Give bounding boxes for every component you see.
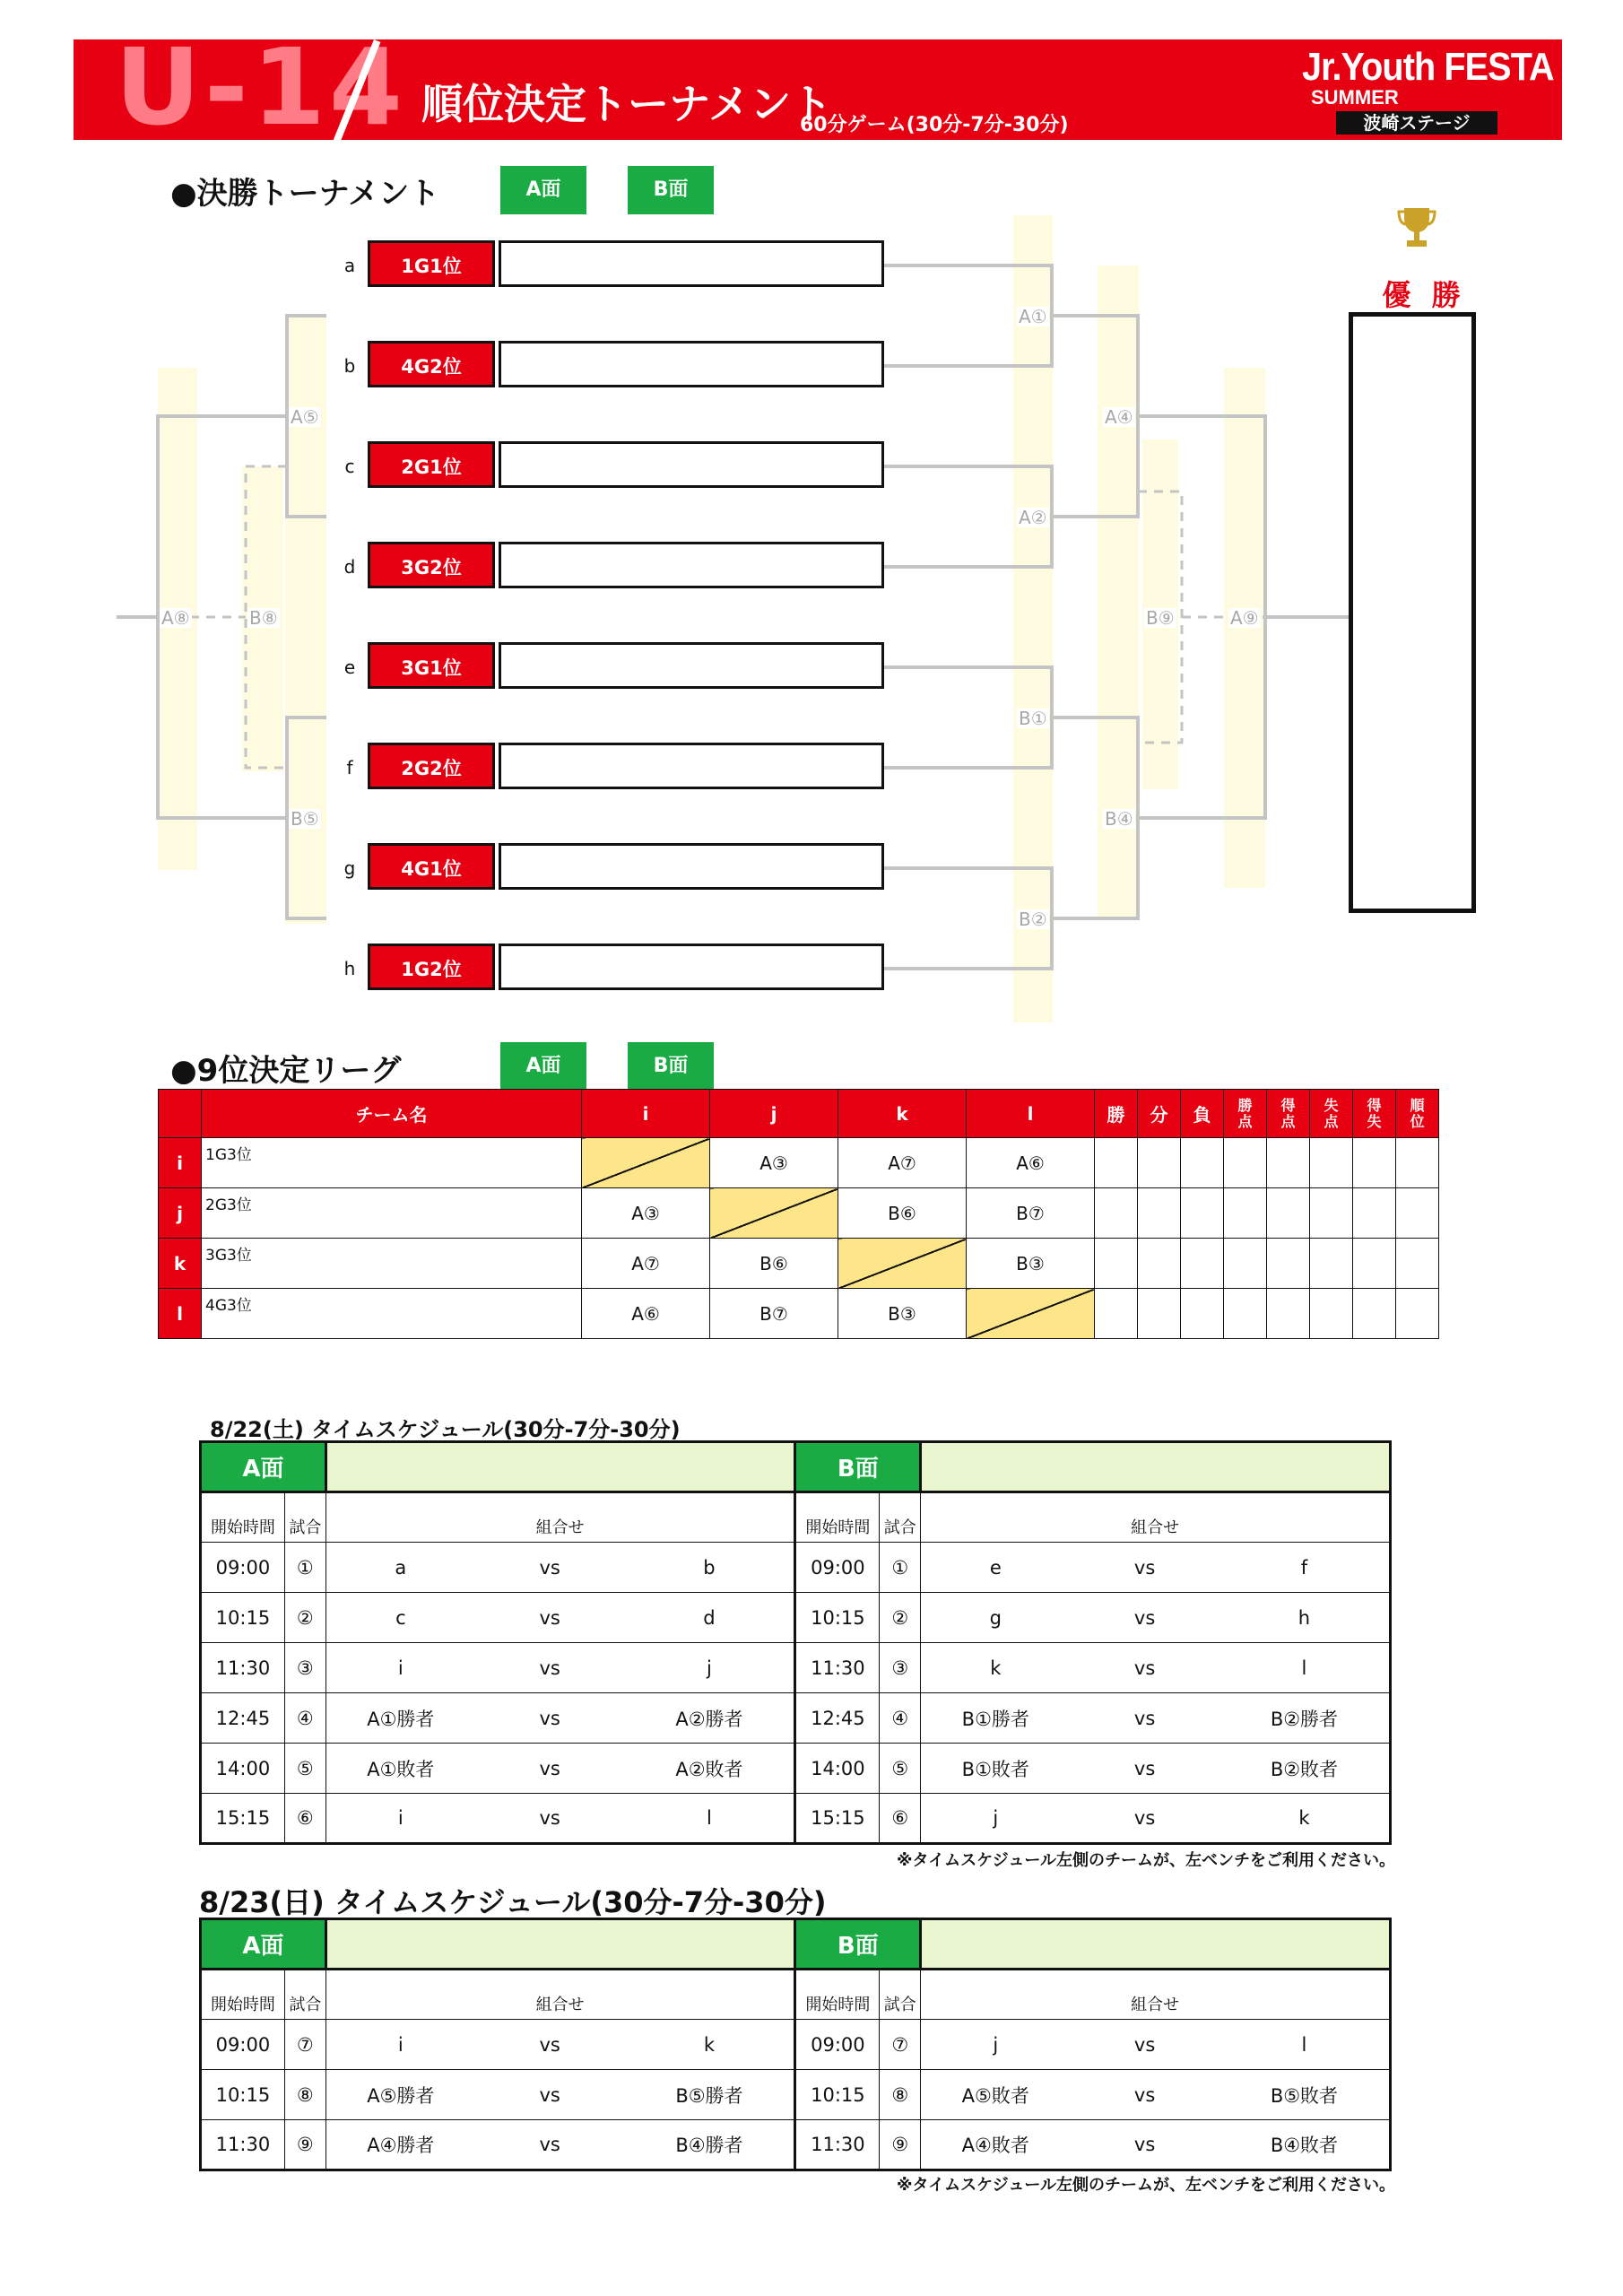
away-team: B④勝者 <box>624 2120 795 2170</box>
stat-cell[interactable] <box>1138 1239 1181 1289</box>
home-team: j <box>921 1794 1071 1844</box>
start-time: 15:15 <box>201 1794 285 1844</box>
col-match-no: 試合 <box>284 1492 325 1543</box>
league-row <box>159 1289 1439 1339</box>
match-label-a2: A② <box>1019 507 1047 528</box>
stat-cell[interactable] <box>1267 1138 1310 1188</box>
row-id: k <box>159 1239 202 1289</box>
stat-cell[interactable] <box>1267 1239 1310 1289</box>
league-row <box>159 1138 1439 1188</box>
stat-cell[interactable] <box>1310 1138 1353 1188</box>
stat-cell[interactable] <box>1353 1239 1396 1289</box>
vs-label: vs <box>1070 1693 1219 1744</box>
match-label-a5: A⑤ <box>291 406 319 428</box>
col-match-no: 試合 <box>284 1970 325 2020</box>
stat-cell[interactable] <box>1396 1188 1439 1239</box>
stat-cell[interactable] <box>1224 1289 1267 1339</box>
match-cell: A⑥ <box>582 1289 710 1339</box>
col-team-l: l <box>967 1090 1095 1138</box>
self-match-cell <box>710 1188 838 1239</box>
brand-season: SUMMER <box>1311 86 1399 109</box>
match-label-b5: B⑤ <box>291 808 319 830</box>
self-match-cell <box>838 1239 967 1289</box>
brand-logo: Jr.Youth FESTA <box>1302 45 1554 89</box>
col-match-no: 試合 <box>880 1970 921 2020</box>
away-team: f <box>1219 1543 1391 1593</box>
seed-badge: 4G2位 <box>368 341 495 387</box>
col-match-no: 試合 <box>880 1492 921 1543</box>
league-table <box>158 1089 1439 1339</box>
match-cell: A③ <box>710 1138 838 1188</box>
seed-badge: 3G2位 <box>368 542 495 588</box>
vs-label: vs <box>475 1593 625 1643</box>
col-rank: 順 位 <box>1396 1090 1439 1138</box>
league-row <box>159 1188 1439 1239</box>
away-team: k <box>1219 1794 1391 1844</box>
league-corner <box>159 1090 202 1138</box>
away-team: l <box>1219 1643 1391 1693</box>
match-no: ⑤ <box>880 1744 921 1794</box>
match-label-b4: B④ <box>1105 808 1133 830</box>
schedule-row <box>201 2020 1391 2070</box>
col-pairing: 組合せ <box>921 1970 1391 2020</box>
away-team: B②勝者 <box>1219 1693 1391 1744</box>
match-no: ② <box>880 1593 921 1643</box>
entry-letter: c <box>344 456 355 477</box>
vs-label: vs <box>475 1744 625 1794</box>
match-no: ⑧ <box>284 2070 325 2120</box>
match-no: ⑤ <box>284 1744 325 1794</box>
stat-cell[interactable] <box>1353 1289 1396 1339</box>
vs-label: vs <box>475 2020 625 2070</box>
day1-schedule-table <box>199 1440 1392 1845</box>
away-team: h <box>1219 1593 1391 1643</box>
stat-cell[interactable] <box>1181 1239 1224 1289</box>
vs-label: vs <box>1070 2020 1219 2070</box>
start-time: 11:30 <box>795 1643 880 1693</box>
vs-label: vs <box>1070 2120 1219 2170</box>
match-label-b8: B⑧ <box>249 607 278 629</box>
row-team-name: 2G3位 <box>202 1188 582 1239</box>
col-start-time: 開始時間 <box>795 1492 880 1543</box>
court-a-note <box>325 1442 795 1492</box>
match-cell: B③ <box>967 1239 1095 1289</box>
col-wins: 勝 <box>1095 1090 1138 1138</box>
trophy-icon <box>1397 204 1436 251</box>
bench-note: ※タイムスケジュール左側のチームが、左ベンチをご利用ください。 <box>897 2176 1396 2195</box>
start-time: 12:45 <box>201 1693 285 1744</box>
stat-cell[interactable] <box>1181 1289 1224 1339</box>
self-match-cell <box>582 1138 710 1188</box>
match-cell: B⑦ <box>710 1289 838 1339</box>
stat-cell[interactable] <box>1310 1289 1353 1339</box>
row-team-name: 1G3位 <box>202 1138 582 1188</box>
court-b-badge: B面 <box>628 1042 714 1091</box>
match-no: ① <box>284 1543 325 1593</box>
col-losses: 負 <box>1181 1090 1224 1138</box>
stat-cell[interactable] <box>1224 1138 1267 1188</box>
col-goals-against: 失 点 <box>1310 1090 1353 1138</box>
away-team: A②勝者 <box>624 1693 795 1744</box>
vs-label: vs <box>475 1543 625 1593</box>
away-team: d <box>624 1593 795 1643</box>
match-label-a4: A④ <box>1105 406 1133 428</box>
match-no: ④ <box>284 1693 325 1744</box>
vs-label: vs <box>475 2070 625 2120</box>
entry-letter: g <box>343 857 356 879</box>
day1-title: 8/22(土) タイムスケジュール(30分-7分-30分) <box>210 1417 681 1442</box>
vs-label: vs <box>1070 1794 1219 1844</box>
row-id: l <box>159 1289 202 1339</box>
home-team: g <box>921 1593 1071 1643</box>
schedule-row <box>201 2120 1391 2170</box>
home-team: A①勝者 <box>325 1693 475 1744</box>
col-start-time: 開始時間 <box>795 1970 880 2020</box>
start-time: 09:00 <box>795 1543 880 1593</box>
col-team-k: k <box>838 1090 967 1138</box>
league-title: ●9位決定リーグ <box>170 1053 402 1089</box>
game-format: 60分ゲーム(30分-7分-30分) <box>800 114 1069 136</box>
start-time: 11:30 <box>795 2120 880 2170</box>
team-name-box[interactable] <box>499 542 884 588</box>
match-cell: A⑦ <box>838 1138 967 1188</box>
col-team-i: i <box>582 1090 710 1138</box>
match-no: ⑥ <box>880 1794 921 1844</box>
team-name-box[interactable] <box>499 743 884 789</box>
start-time: 11:30 <box>201 2120 285 2170</box>
away-team: B⑤勝者 <box>624 2070 795 2120</box>
schedule-row <box>201 2070 1391 2120</box>
match-no: ⑥ <box>284 1794 325 1844</box>
home-team: a <box>325 1543 475 1593</box>
vs-label: vs <box>1070 2070 1219 2120</box>
court-a-header: A面 <box>201 1442 326 1492</box>
match-cell: B③ <box>838 1289 967 1339</box>
away-team: B②敗者 <box>1219 1744 1391 1794</box>
match-no: ③ <box>284 1643 325 1693</box>
start-time: 14:00 <box>795 1744 880 1794</box>
match-cell: B⑦ <box>967 1188 1095 1239</box>
match-no: ② <box>284 1593 325 1643</box>
stat-cell[interactable] <box>1224 1188 1267 1239</box>
start-time: 10:15 <box>201 2070 285 2120</box>
match-label-b1: B① <box>1019 708 1047 729</box>
seed-badge: 2G1位 <box>368 441 495 488</box>
court-b-header: B面 <box>795 1442 921 1492</box>
away-team: b <box>624 1543 795 1593</box>
start-time: 15:15 <box>795 1794 880 1844</box>
col-points: 勝 点 <box>1224 1090 1267 1138</box>
row-id: j <box>159 1188 202 1239</box>
away-team: l <box>624 1794 795 1844</box>
start-time: 09:00 <box>201 1543 285 1593</box>
court-a-note <box>325 1919 795 1970</box>
vs-label: vs <box>1070 1593 1219 1643</box>
start-time: 11:30 <box>201 1643 285 1693</box>
day2-schedule-table <box>199 1918 1392 2171</box>
home-team: A⑤勝者 <box>325 2070 475 2120</box>
match-no: ⑦ <box>284 2020 325 2070</box>
team-name-box[interactable] <box>499 240 884 287</box>
vs-label: vs <box>475 1643 625 1693</box>
col-goals-for: 得 点 <box>1267 1090 1310 1138</box>
court-b-badge: B面 <box>628 166 714 214</box>
away-team: A②敗者 <box>624 1744 795 1794</box>
vs-label: vs <box>1070 1643 1219 1693</box>
team-name-box[interactable] <box>499 843 884 890</box>
match-cell: B⑥ <box>838 1188 967 1239</box>
seed-badge: 1G1位 <box>368 240 495 287</box>
start-time: 09:00 <box>201 2020 285 2070</box>
team-name-box[interactable] <box>499 441 884 488</box>
match-cell: A⑥ <box>967 1138 1095 1188</box>
court-b-note <box>921 1442 1391 1492</box>
court-a-badge: A面 <box>500 166 586 214</box>
home-team: B①敗者 <box>921 1744 1071 1794</box>
home-team: k <box>921 1643 1071 1693</box>
match-cell: B⑥ <box>710 1239 838 1289</box>
match-no: ⑨ <box>284 2120 325 2170</box>
stat-cell[interactable] <box>1181 1188 1224 1239</box>
stat-cell[interactable] <box>1396 1239 1439 1289</box>
team-name-box[interactable] <box>499 944 884 990</box>
home-team: A①敗者 <box>325 1744 475 1794</box>
team-name-box[interactable] <box>499 642 884 689</box>
vs-label: vs <box>475 1693 625 1744</box>
champion-box[interactable] <box>1349 312 1476 913</box>
home-team: e <box>921 1543 1071 1593</box>
col-team-name: チーム名 <box>202 1090 582 1138</box>
start-time: 10:15 <box>795 1593 880 1643</box>
stat-cell[interactable] <box>1181 1138 1224 1188</box>
vs-label: vs <box>475 1794 625 1844</box>
row-id: i <box>159 1138 202 1188</box>
col-start-time: 開始時間 <box>201 1492 285 1543</box>
stat-cell[interactable] <box>1310 1239 1353 1289</box>
schedule-row <box>201 1643 1391 1693</box>
stat-cell[interactable] <box>1310 1188 1353 1239</box>
col-goal-diff: 得 失 <box>1353 1090 1396 1138</box>
away-team: k <box>624 2020 795 2070</box>
stat-cell[interactable] <box>1396 1289 1439 1339</box>
col-team-j: j <box>710 1090 838 1138</box>
match-cell: A③ <box>582 1188 710 1239</box>
page-title: 順位決定トーナメント <box>421 80 833 128</box>
court-b-note <box>921 1919 1391 1970</box>
stat-cell[interactable] <box>1224 1239 1267 1289</box>
col-pairing: 組合せ <box>921 1492 1391 1543</box>
stat-cell[interactable] <box>1353 1188 1396 1239</box>
col-draws: 分 <box>1138 1090 1181 1138</box>
stat-cell[interactable] <box>1353 1138 1396 1188</box>
vs-label: vs <box>1070 1744 1219 1794</box>
champion-label: 優 勝 <box>1382 278 1466 312</box>
stat-cell[interactable] <box>1095 1188 1138 1239</box>
match-label-b9: B⑨ <box>1146 607 1175 629</box>
age-category: U-14 <box>115 39 407 140</box>
schedule-row <box>201 1693 1391 1744</box>
stat-cell[interactable] <box>1396 1138 1439 1188</box>
stat-cell[interactable] <box>1267 1188 1310 1239</box>
home-team: B①勝者 <box>921 1693 1071 1744</box>
start-time: 10:15 <box>795 2070 880 2120</box>
away-team: B④敗者 <box>1219 2120 1391 2170</box>
home-team: i <box>325 1643 475 1693</box>
entry-letter: h <box>343 958 356 979</box>
start-time: 14:00 <box>201 1744 285 1794</box>
court-b-header: B面 <box>795 1919 921 1970</box>
stat-cell[interactable] <box>1267 1289 1310 1339</box>
entry-letter: e <box>343 657 356 678</box>
seed-badge: 3G1位 <box>368 642 495 689</box>
stat-cell[interactable] <box>1138 1188 1181 1239</box>
match-label-a9: A⑨ <box>1230 607 1259 629</box>
stat-cell[interactable] <box>1095 1239 1138 1289</box>
away-team: l <box>1219 2020 1391 2070</box>
match-label-b2: B② <box>1019 909 1047 930</box>
stat-cell[interactable] <box>1095 1289 1138 1339</box>
home-team: i <box>325 2020 475 2070</box>
stat-cell[interactable] <box>1138 1289 1181 1339</box>
start-time: 09:00 <box>795 2020 880 2070</box>
team-name-box[interactable] <box>499 341 884 387</box>
stage-badge: 波崎ステージ <box>1336 111 1497 135</box>
match-no: ⑧ <box>880 2070 921 2120</box>
seed-badge: 2G2位 <box>368 743 495 789</box>
league-row <box>159 1239 1439 1289</box>
col-start-time: 開始時間 <box>201 1970 285 2020</box>
seed-badge: 4G1位 <box>368 843 495 890</box>
entry-letter: b <box>343 355 356 377</box>
col-pairing: 組合せ <box>325 1492 795 1543</box>
match-no: ⑦ <box>880 2020 921 2070</box>
row-team-name: 4G3位 <box>202 1289 582 1339</box>
home-team: i <box>325 1794 475 1844</box>
entry-letter: a <box>343 255 356 276</box>
match-no: ④ <box>880 1693 921 1744</box>
home-team: A⑤敗者 <box>921 2070 1071 2120</box>
court-a-badge: A面 <box>500 1042 586 1091</box>
vs-label: vs <box>1070 1543 1219 1593</box>
stat-cell[interactable] <box>1138 1138 1181 1188</box>
col-pairing: 組合せ <box>325 1970 795 2020</box>
final-tournament-title: ●決勝トーナメント <box>170 176 440 212</box>
match-no: ① <box>880 1543 921 1593</box>
day2-title: 8/23(日) タイムスケジュール(30分-7分-30分) <box>199 1885 827 1919</box>
match-no: ③ <box>880 1643 921 1693</box>
schedule-row <box>201 1744 1391 1794</box>
stat-cell[interactable] <box>1095 1138 1138 1188</box>
match-no: ⑨ <box>880 2120 921 2170</box>
start-time: 12:45 <box>795 1693 880 1744</box>
home-team: j <box>921 2020 1071 2070</box>
seed-badge: 1G2位 <box>368 944 495 990</box>
court-a-header: A面 <box>201 1919 326 1970</box>
schedule-row <box>201 1593 1391 1643</box>
start-time: 10:15 <box>201 1593 285 1643</box>
match-label-a8: A⑧ <box>161 607 190 629</box>
home-team: A④勝者 <box>325 2120 475 2170</box>
home-team: c <box>325 1593 475 1643</box>
match-cell: A⑦ <box>582 1239 710 1289</box>
league-header-row <box>159 1090 1439 1138</box>
row-team-name: 3G3位 <box>202 1239 582 1289</box>
schedule-row <box>201 1543 1391 1593</box>
entry-letter: d <box>343 556 356 578</box>
match-label-a1: A① <box>1019 306 1047 327</box>
away-team: j <box>624 1643 795 1693</box>
entry-letter: f <box>346 757 353 778</box>
bench-note: ※タイムスケジュール左側のチームが、左ベンチをご利用ください。 <box>897 1851 1396 1870</box>
vs-label: vs <box>475 2120 625 2170</box>
self-match-cell <box>967 1289 1095 1339</box>
schedule-row <box>201 1794 1391 1844</box>
home-team: A④敗者 <box>921 2120 1071 2170</box>
away-team: B⑤敗者 <box>1219 2070 1391 2120</box>
